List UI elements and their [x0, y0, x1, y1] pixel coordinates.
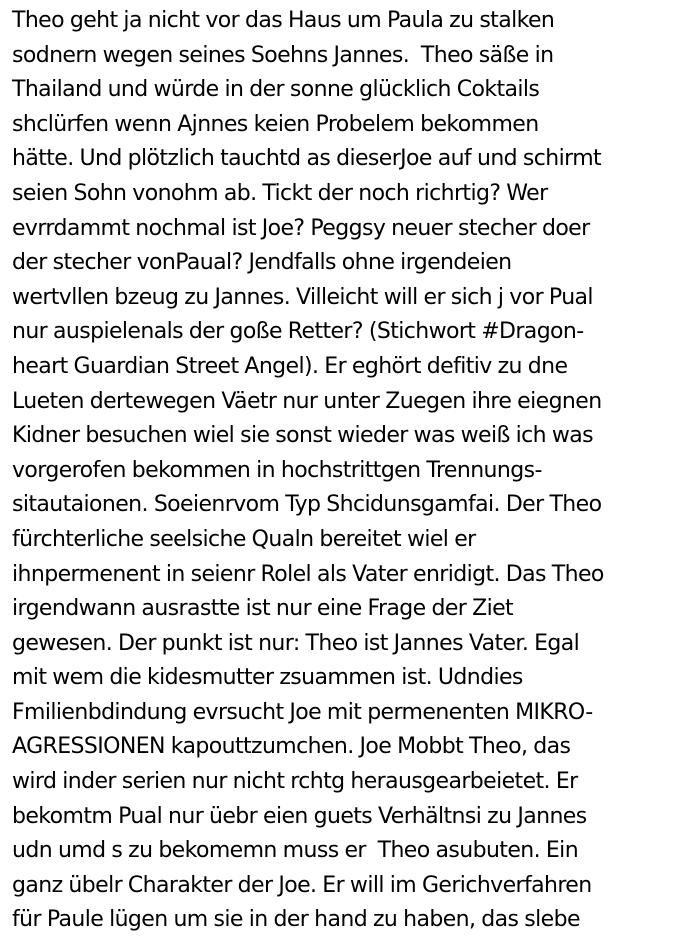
text-line: mit wem die kidesmutter zsuammen ist. Udndies — [12, 665, 523, 691]
text-line: ihnpermenent in seienr Rolel als Vater enridigt. Das Theo — [12, 561, 604, 587]
text-line: hätte. Und plötzlich tauchtd as dieserJoe auf und schirmt — [12, 146, 602, 172]
document-text — [12, 4, 680, 938]
text-line: Lueten dertewegen Väetr nur unter Zuegen ihre eiegnen — [12, 388, 602, 414]
text-line: ganz übelr Charakter der Joe. Er will im Gerichverfahren — [12, 872, 592, 898]
text-line: udn umd s zu bekomemn muss er Theo asubuten. Ein — [12, 838, 579, 864]
text-line: irgendwann ausrastte ist nur eine Frage der Ziet — [12, 596, 514, 622]
text-line: sitautaionen. Soeienrvom Typ Shcidunsgamfai. Der Theo — [12, 492, 602, 518]
text-line: evrrdammt nochmal ist Joe? Peggsy neuer stecher doer — [12, 215, 590, 241]
text-line: gewesen. Der punkt ist nur: Theo ist Jannes Vater. Egal — [12, 630, 580, 656]
text-line: für Paule lügen um sie in der hand zu haben, das slebe — [12, 907, 580, 933]
text-line: Theo geht ja nicht vor das Haus um Paula zu stalken — [12, 8, 555, 33]
text-line: sodnern wegen seines Soehns Jannes. Theo säße in — [12, 42, 554, 68]
text-line: bekomtm Pual nur üebr eien guets Verhältnsi zu Jannes — [12, 803, 587, 829]
text-line: AGRESSIONEN kapouttzumchen. Joe Mobbt Theo, das — [12, 734, 571, 760]
text-line: Fmilienbdindung evrsucht Joe mit permenenten MIKRO- — [12, 699, 593, 725]
text-line: Kidner besuchen wiel sie sonst wieder was weiß ich was — [12, 423, 594, 449]
text-line: fürchterliche seelsiche Qualn bereitet wiel er — [12, 526, 476, 552]
text-line: der stecher vonPaual? Jendfalls ohne irgendeien — [12, 250, 512, 276]
text-line: nur auspielenals der goße Retter? (Stichwort #Dragon- — [12, 319, 584, 345]
text-line: heart Guardian Street Angel). Er eghört defitiv zu dne — [12, 353, 568, 379]
text-line: wertvllen bzeug zu Jannes. Villeicht will er sich j vor Pual — [12, 284, 593, 310]
text-line: Thailand und würde in der sonne glücklich Coktails — [12, 77, 540, 103]
text-line: wird inder serien nur nicht rchtg herausgearbeietet. Er — [12, 769, 578, 795]
text-line: shclürfen wenn Ajnnes keien Probelem bekommen — [12, 111, 539, 137]
text-line: vorgerofen bekommen in hochstrittgen Trennungs- — [12, 457, 542, 483]
text-line: seien Sohn vonohm ab. Tickt der noch richrtig? Wer — [12, 180, 548, 206]
